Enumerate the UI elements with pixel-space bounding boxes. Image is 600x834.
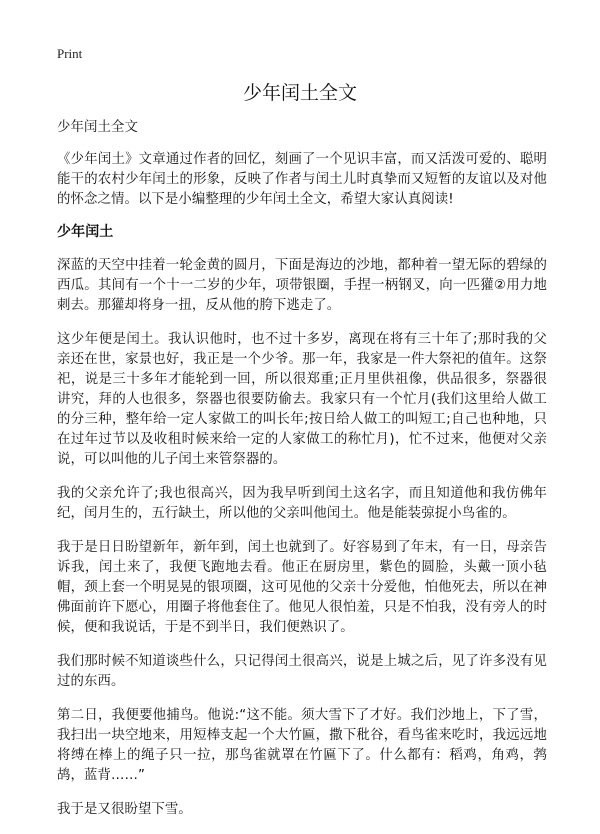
paragraph: 我于是又很盼望下雪。 — [57, 802, 192, 817]
article-body — [57, 118, 547, 834]
section-heading: 少年闰土 — [57, 224, 114, 240]
paragraph: 我于是日日盼望新年，新年到，闰土也就到了。好容易到了年末，有一日，母亲告诉我，闰土来了，我便飞跑地去看。他正在厨房里，紫色的圆脸，头戴一顶小毡帽，颈上套一个明晃晃的银项圈，这可见他的父亲十分爱他，怕他死去，所以在神佛面前许下愿心，用圈子将他套住了。他见人很怕羞，只是不怕我，没有旁人的时候，便和我说话，于是不到半日，我们便熟识了。 — [57, 540, 547, 635]
paragraph: 我的父亲允许了;我也很高兴，因为我早听到闰土这名字，而且知道他和我仿佛年纪，闰月生的，五行缺土，所以他的父亲叫他闰土。他是能装弶捉小鸟雀的。 — [57, 486, 547, 521]
paragraph: 第二日，我便要他捕鸟。他说:“这不能。须大雪下了才好。我们沙地上，下了雪，我扫出一块空地来，用短棒支起一个大竹匾，撒下秕谷，看鸟雀来吃时，我远远地将缚在棒上的绳子只一拉，那鸟雀就罩在竹匾下了。什么都有：稻鸡，角鸡，鹁鸪，蓝背……” — [57, 708, 547, 783]
article-intro: 《少年闰土》文章通过作者的回忆，刻画了一个见识丰富，而又活泼可爱的、聪明能干的农村少年闰土的形象，反映了作者与闰土儿时真挚而又短暂的友谊以及对他的怀念之情。以下是小编整理的少年闰土全文，希望大家认真阅读! — [57, 152, 547, 207]
print-link[interactable]: Print — [57, 46, 83, 61]
paragraph: 我们那时候不知道谈些什么，只记得闰土很高兴，说是上城之后，见了许多没有见过的东西。 — [57, 654, 547, 689]
paragraph: 这少年便是闰土。我认识他时，也不过十多岁，离现在将有三十年了;那时我的父亲还在世，家景也好，我正是一个少爷。那一年，我家是一件大祭祀的值年。这祭祀，说是三十多年才能轮到一回，所以很郑重;正月里供祖像，供品很多，祭器很讲究，拜的人也很多，祭器也很要防偷去。我家只有一个忙月(我们这里给人做工的分三种，整年给一定人家做工的叫长年;按日给人做工的叫短工;自己也种地，只在过年过节以及收租时候来给一定的人家做工的称忙月)，忙不过来，他便对父亲说，可以叫他的儿子闰土来管祭器的。 — [57, 332, 547, 467]
paragraph: 深蓝的天空中挂着一轮金黄的圆月，下面是海边的沙地，都种着一望无际的碧绿的西瓜。其间有一个十一二岁的少年，项带银圈，手捏一柄钢叉，向一匹獾②用力地刺去。那獾却将身一扭，反从他的胯下逃走了。 — [57, 258, 547, 313]
page-title: 少年闰土全文 — [242, 82, 357, 104]
article-subtitle: 少年闰土全文 — [57, 120, 138, 135]
